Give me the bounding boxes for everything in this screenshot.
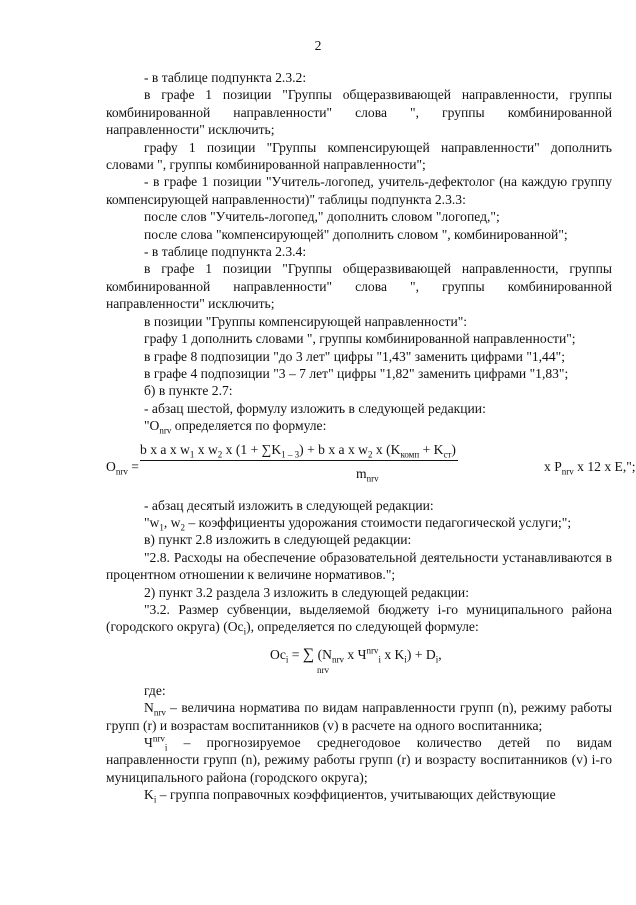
paragraph: [106, 601, 612, 636]
document-body: [106, 69, 636, 805]
paragraph: [106, 786, 612, 803]
paragraph: - в графе 1 позиции "Учитель-логопед, учитель-дефектолог (на каждую группу компенсирующей направленности)" таблицы подпункта 2.3.3:: [106, 174, 612, 207]
text-run: K: [144, 787, 154, 803]
subscript: nrv: [332, 654, 344, 665]
text-run: x w: [194, 441, 218, 457]
text-run: "3.2. Размер субвенции, выделяемой бюджету i-го муниципального района (городского округа) (Oc: [106, 601, 612, 635]
paragraph: [106, 417, 612, 434]
text-run: ) + b x a x w: [299, 441, 368, 457]
sum-symbol: ∑: [302, 645, 315, 663]
text-run: ), определяется по следующей формуле:: [246, 619, 479, 635]
subscript: 2: [367, 449, 373, 460]
paragraph: где:: [144, 682, 166, 698]
paragraph: - абзац шестой, формулу изложить в следующей редакции:: [144, 400, 486, 416]
text-run: b x a x w: [140, 441, 190, 457]
text-run: "w: [144, 514, 160, 530]
paragraph: в позиции "Группы компенсирующей направленности":: [144, 313, 468, 329]
formula-oci: [106, 640, 612, 676]
text-run: , w: [163, 514, 181, 530]
subscript: 1: [159, 522, 164, 533]
paragraph: - в таблице подпункта 2.3.4:: [144, 244, 307, 260]
subscript: i: [435, 654, 439, 665]
text-run: + K: [419, 441, 444, 457]
subscript: nrv: [153, 707, 166, 718]
text-run: – прогнозируемое среднегодовое количество детей по видам направленности групп (n), режиму работы групп (r) и возрасту воспитанников (v) i-го муниципального района (городского округа);: [106, 735, 612, 785]
paragraph: после слова "компенсирующей" дополнить словом ", комбинированной";: [144, 226, 568, 242]
formula-denominator: [356, 465, 379, 482]
text-run: m: [356, 465, 367, 481]
subscript: nrv: [561, 466, 574, 477]
text-run: x K: [380, 646, 405, 662]
subscript: 1 – 3: [281, 449, 300, 460]
text-run: – величина норматива по видам направленности групп (n), режиму работы групп (r) и возрастам воспитанников (v) в расчете на одного воспитанника;: [106, 700, 612, 733]
subscript: i: [153, 794, 157, 805]
paragraph: в) пункт 2.8 изложить в следующей редакции:: [144, 532, 412, 548]
paragraph: [106, 734, 612, 786]
paragraph: в графе 4 подпозиции "3 – 7 лет" цифры "1,82" заменить цифрами "1,83";: [144, 365, 569, 381]
text-run: "O: [144, 418, 160, 434]
subscript: 2: [217, 449, 223, 460]
subscript: ст: [443, 449, 452, 460]
formula-numerator: [140, 441, 458, 461]
paragraph: - в таблице подпункта 2.3.2:: [144, 70, 307, 85]
subscript: nrv: [159, 425, 172, 436]
formula-expression: [270, 646, 442, 663]
text-run: x 12 x E,";: [573, 458, 636, 474]
text-run: – группа поправочных коэффициентов, учитывающих действующие: [156, 787, 556, 803]
text-run: x (1 + ∑K: [222, 441, 282, 457]
subscript: 1: [189, 449, 195, 460]
subscript: 2: [180, 522, 185, 533]
subscript: комп: [400, 449, 420, 460]
paragraph: графу 1 дополнить словами ", группы комбинированной направленности";: [144, 331, 576, 347]
text-run: (N: [314, 646, 332, 662]
text-run: ): [451, 441, 456, 457]
superscript: nrv: [152, 733, 165, 744]
subscript: i: [164, 742, 168, 753]
text-run: Ч: [144, 735, 153, 750]
text-run: Oc: [270, 646, 286, 662]
paragraph: "2.8. Расходы на обеспечение образовательной деятельности устанавливаются в процентном отношении к величине нормативов.";: [106, 549, 612, 583]
subscript: i: [285, 654, 289, 665]
superscript: nrv: [366, 645, 379, 656]
formula-fraction: [140, 441, 636, 484]
text-run: =: [288, 646, 303, 662]
paragraph: - абзац десятый изложить в следующей редакции:: [144, 497, 434, 513]
formula-lhs: [106, 458, 139, 475]
paragraph: в графе 8 подпозиции "до 3 лет" цифры "1,43" заменить цифрами "1,44";: [144, 348, 565, 364]
subscript: i: [404, 654, 407, 665]
subscript: nrv: [366, 473, 379, 484]
paragraph: [106, 514, 612, 531]
text-run: O: [106, 458, 116, 474]
paragraph: 2) пункт 3.2 раздела 3 изложить в следующей редакции:: [144, 584, 469, 600]
page-number: 2: [314, 38, 322, 53]
paragraph: [106, 699, 612, 734]
text-run: x (K: [372, 441, 401, 457]
formula-onrv: [106, 441, 636, 493]
formula-tail: [544, 458, 636, 475]
text-run: – коэффициенты удорожания стоимости педагогической услуги;";: [185, 514, 572, 530]
text-run: =: [127, 458, 139, 474]
text-run: N: [144, 700, 154, 716]
paragraph: в графе 1 позиции "Группы общеразвивающей направленности, группы комбинированной направленности" слова ", группы комбинированной направленности" исключить;: [106, 87, 612, 138]
paragraph: графу 1 позиции "Группы компенсирующей направленности" дополнить словами ", группы комбинированной направленности";: [106, 139, 612, 173]
subscript: i: [378, 654, 381, 665]
sum-index: nrv: [317, 664, 329, 675]
subscript: nrv: [115, 466, 128, 477]
paragraph: после слов "Учитель-логопед," дополнить словом "логопед,";: [144, 209, 500, 225]
subscript: i: [243, 627, 247, 638]
paragraph: б) в пункте 2.7:: [144, 383, 233, 399]
text-run: x P: [544, 458, 562, 474]
text-run: определяется по формуле:: [171, 418, 327, 434]
text-run: x Ч: [344, 646, 367, 662]
text-run: ,: [438, 646, 442, 662]
text-run: ) + D: [406, 646, 436, 662]
paragraph: в графе 1 позиции "Группы общеразвивающей направленности, группы комбинированной направленности" слова ", группы комбинированной направленности" исключить;: [106, 261, 612, 312]
